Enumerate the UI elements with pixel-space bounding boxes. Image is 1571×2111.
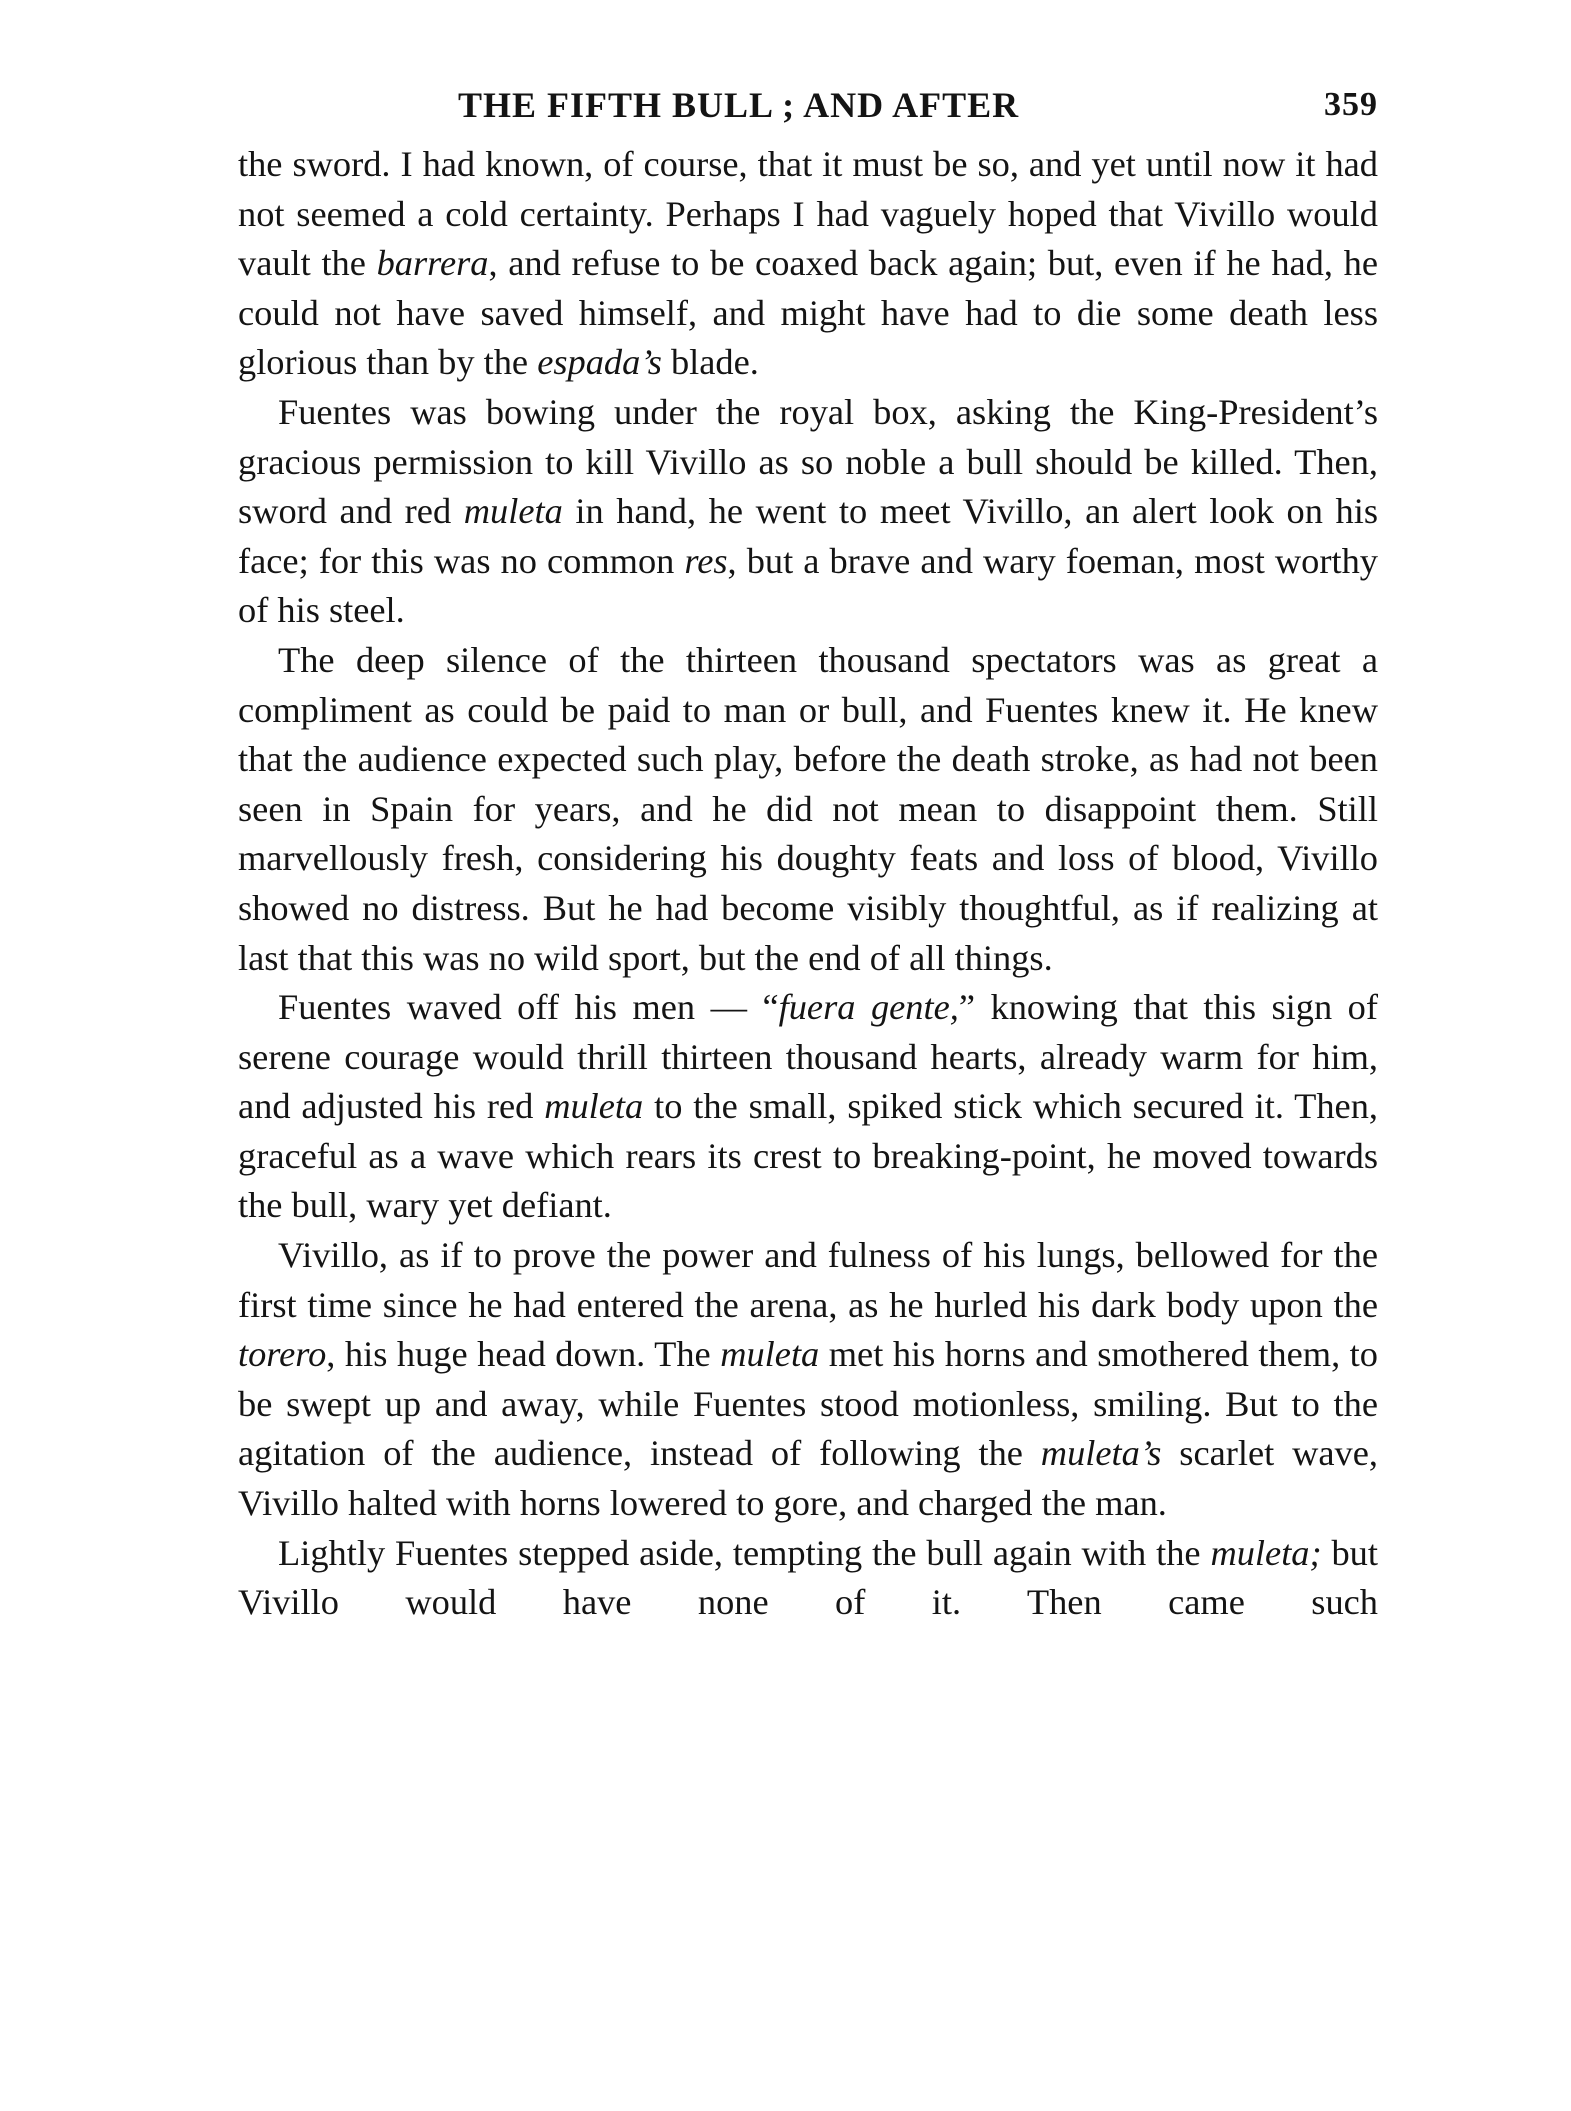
text-run: , but a brave and wary foeman, most worthy of his steel.	[238, 540, 1378, 631]
italic-text: muleta’s	[1040, 1433, 1162, 1474]
italic-text: muleta	[544, 1086, 644, 1127]
page-number: 359	[1324, 86, 1378, 123]
text-run: the sword. I had known, of course, that it must be so, and yet until now it had not seemed a cold certainty. Perhaps I had vaguely hoped that Vivillo would vault the	[238, 144, 1378, 284]
text-run: Vivillo, as if to prove the power and fulness of his lungs, bellowed for the first time since he had entered the arena, as he hurled his dark body upon the	[238, 1235, 1378, 1325]
body-text	[238, 140, 1378, 1628]
text-run: The deep silence of the thirteen thousand spectators was as great a compliment as could be paid to man or bull, and Fuentes knew it. He knew that the audience expected such play, before the death stroke, as had not been seen in Spain for years, and he did not mean to disappoint them. Still marvellously fresh, considering his doughty feats and loss of blood, Vivillo showed no distress. But he had become visibly thoughtful, as if realizing at last that this was no wild sport, but the end of all things.	[238, 639, 1378, 978]
italic-text: fuera gente,	[778, 987, 959, 1028]
paragraph	[238, 388, 1378, 636]
text-run: , his huge head down. The	[326, 1334, 721, 1375]
page-header	[238, 80, 1378, 140]
italic-text: muleta;	[1210, 1532, 1322, 1573]
book-page	[238, 80, 1378, 1628]
text-run: blade.	[661, 342, 759, 383]
paragraph	[238, 1231, 1378, 1529]
italic-text: espada’s	[537, 342, 662, 383]
text-run: but Vivillo would have none of it. Then came such	[238, 1532, 1378, 1623]
italic-text: barrera	[376, 243, 489, 284]
paragraph	[238, 636, 1378, 983]
text-run: Fuentes waved off his men — “	[278, 987, 779, 1028]
text-run: to the small, spiked stick which secured it. Then, graceful as a wave which rears its crest to breaking-point, he moved towards the bull, wary yet defiant.	[238, 1086, 1378, 1226]
paragraph	[238, 1529, 1378, 1628]
text-run: , and refuse to be coaxed back again; but, even if he had, he could not have saved himself, and might have had to die some death less glorious than by the	[238, 243, 1379, 383]
text-run: met his horns and smothered them, to be swept up and away, while Fuentes stood motionless, smiling. But to the agitation of the audience, instead of following the	[238, 1334, 1378, 1474]
text-run: Fuentes was bowing under the royal box, asking the King-President’s gracious permission to kill Vivillo as so noble a bull should be killed. Then, sword and red	[238, 391, 1378, 532]
text-run: ” knowing that this sign of serene courage would thrill thirteen thousand hearts, already warm for him, and adjusted his red	[238, 987, 1378, 1127]
italic-text: muleta	[720, 1334, 820, 1375]
italic-text: res	[684, 540, 728, 581]
paragraph	[238, 140, 1378, 388]
paragraph	[238, 983, 1378, 1231]
running-title: THE FIFTH BULL ; AND AFTER	[458, 85, 1020, 125]
text-run: in hand, he went to meet Vivillo, an alert look on his face; for this was no common	[238, 491, 1378, 581]
text-run: Lightly Fuentes stepped aside, tempting the bull again with the	[278, 1532, 1211, 1573]
italic-text: muleta	[463, 491, 563, 532]
italic-text: torero	[238, 1334, 327, 1375]
text-run: scarlet wave, Vivillo halted with horns lowered to gore, and charged the man.	[238, 1433, 1379, 1524]
